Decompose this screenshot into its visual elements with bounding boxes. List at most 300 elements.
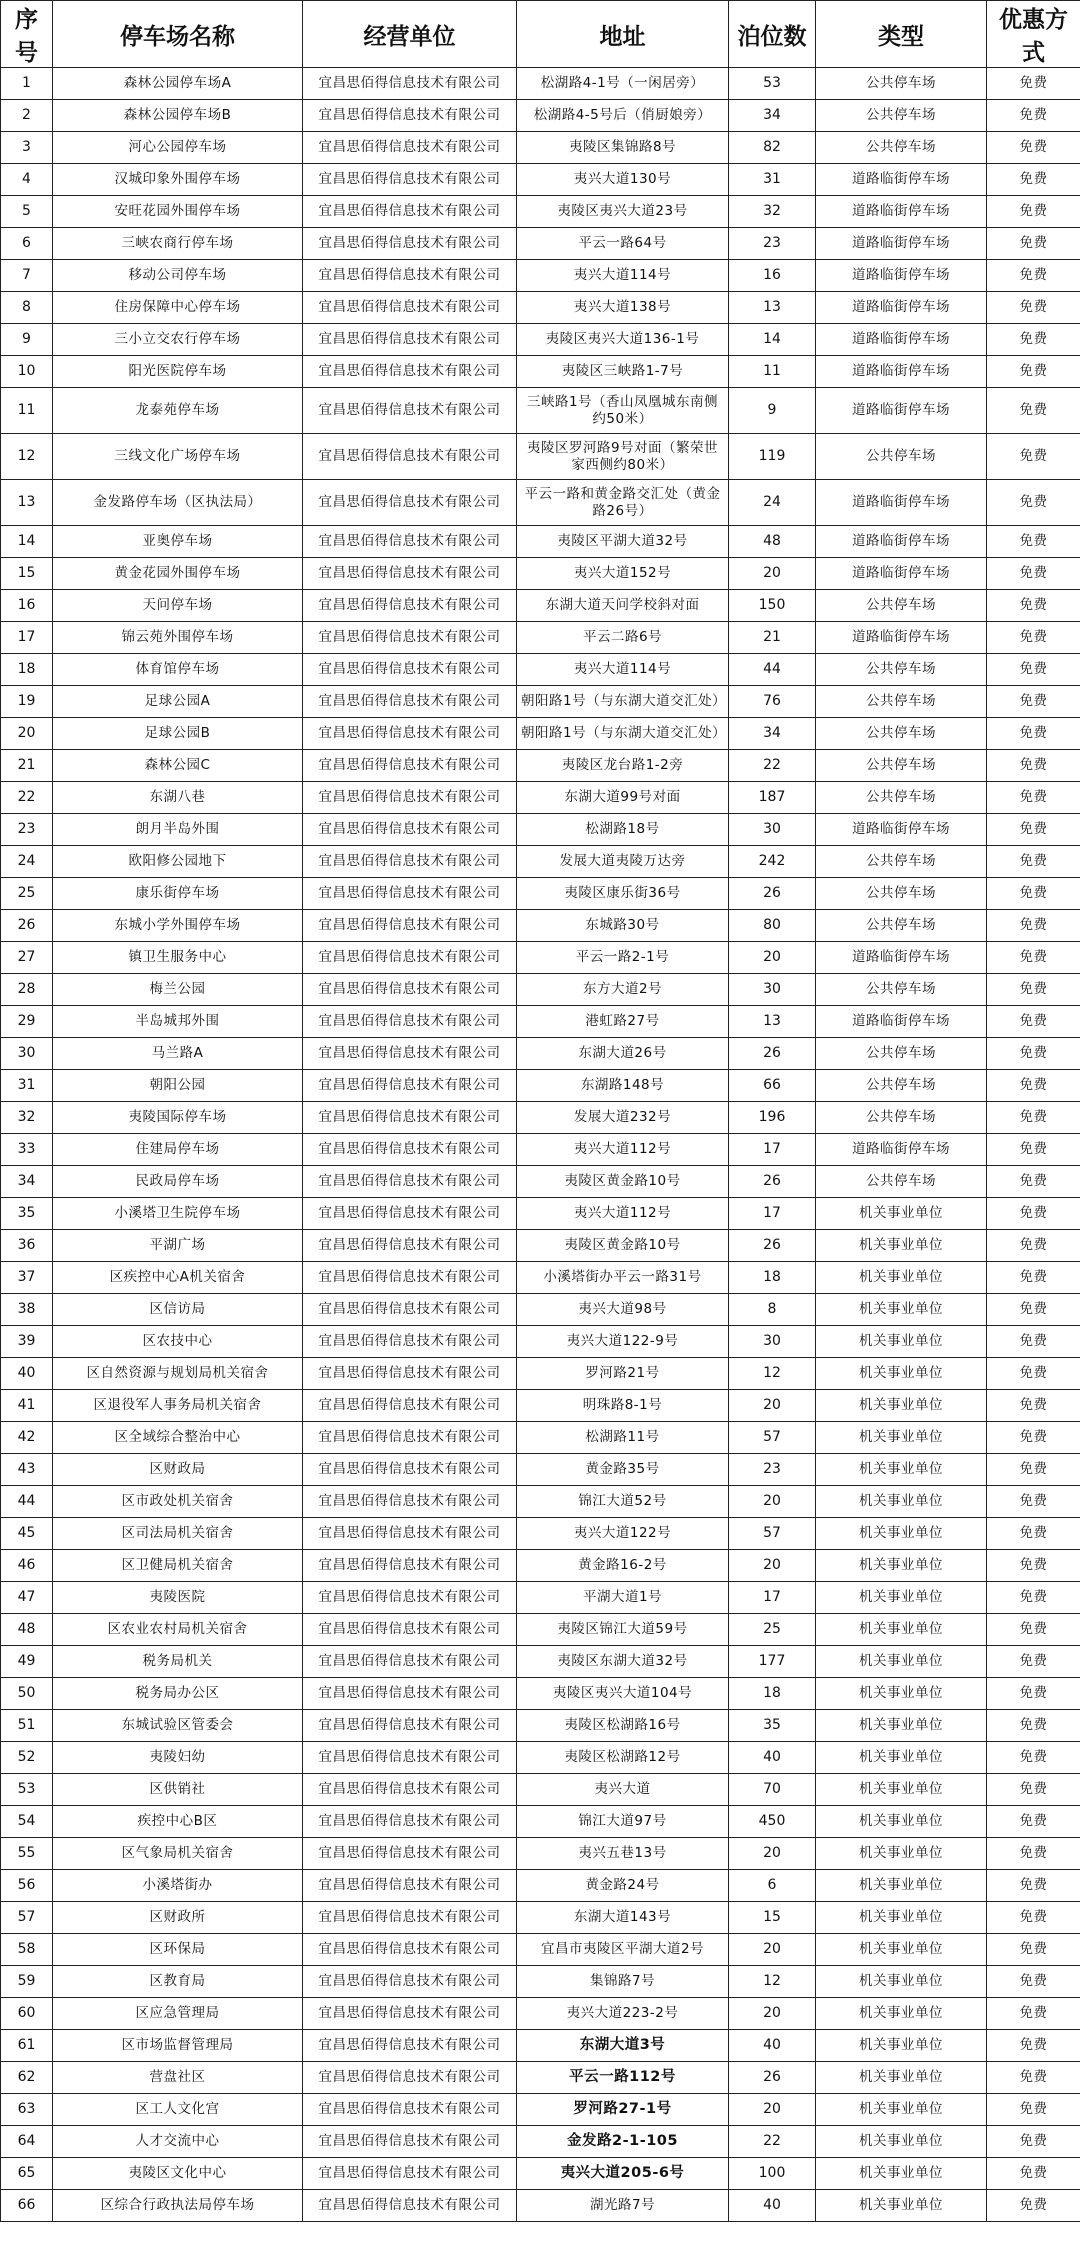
- table-row: [1, 1934, 1080, 1966]
- cell-address: 发展大道夷陵万达旁: [517, 846, 729, 878]
- cell-index: 12: [1, 434, 53, 480]
- table-row: [1, 750, 1080, 782]
- cell-spaces: 13: [729, 292, 816, 324]
- cell-spaces: 22: [729, 2126, 816, 2158]
- cell-parking-name: 区财政所: [53, 1902, 303, 1934]
- cell-discount: 免费: [987, 2030, 1080, 2062]
- cell-spaces: 26: [729, 878, 816, 910]
- cell-spaces: 20: [729, 1550, 816, 1582]
- table-row: [1, 526, 1080, 558]
- cell-operator: 宜昌思佰得信息技术有限公司: [303, 558, 517, 590]
- cell-operator: 宜昌思佰得信息技术有限公司: [303, 132, 517, 164]
- cell-operator: 宜昌思佰得信息技术有限公司: [303, 1198, 517, 1230]
- cell-operator: 宜昌思佰得信息技术有限公司: [303, 1294, 517, 1326]
- cell-operator: 宜昌思佰得信息技术有限公司: [303, 1134, 517, 1166]
- cell-parking-name: 夷陵医院: [53, 1582, 303, 1614]
- cell-type: 道路临街停车场: [816, 814, 987, 846]
- cell-discount: 免费: [987, 526, 1080, 558]
- cell-index: 3: [1, 132, 53, 164]
- cell-spaces: 17: [729, 1134, 816, 1166]
- cell-spaces: 22: [729, 750, 816, 782]
- cell-type: 机关事业单位: [816, 1582, 987, 1614]
- cell-discount: 免费: [987, 2158, 1080, 2190]
- cell-address: 东湖大道26号: [517, 1038, 729, 1070]
- cell-parking-name: 阳光医院停车场: [53, 356, 303, 388]
- cell-type: 机关事业单位: [816, 1550, 987, 1582]
- cell-operator: 宜昌思佰得信息技术有限公司: [303, 942, 517, 974]
- table-row: [1, 480, 1080, 526]
- cell-address: 宜昌市夷陵区平湖大道2号: [517, 1934, 729, 1966]
- cell-address: 平云一路和黄金路交汇处（黄金路26号）: [517, 480, 729, 526]
- cell-type: 道路临街停车场: [816, 260, 987, 292]
- cell-address: 集锦路7号: [517, 1966, 729, 1998]
- cell-spaces: 15: [729, 1902, 816, 1934]
- cell-index: 19: [1, 686, 53, 718]
- header-type: 类型: [816, 1, 987, 68]
- cell-discount: 免费: [987, 622, 1080, 654]
- header-index: 序号: [1, 1, 53, 68]
- cell-index: 17: [1, 622, 53, 654]
- cell-address: 夷兴大道122号: [517, 1518, 729, 1550]
- cell-discount: 免费: [987, 1486, 1080, 1518]
- cell-address: 夷兴大道114号: [517, 654, 729, 686]
- cell-address: 松湖路4-5号后（俏厨娘旁）: [517, 100, 729, 132]
- cell-type: 机关事业单位: [816, 1326, 987, 1358]
- cell-address: 发展大道232号: [517, 1102, 729, 1134]
- table-row: [1, 1166, 1080, 1198]
- cell-type: 机关事业单位: [816, 2158, 987, 2190]
- cell-type: 机关事业单位: [816, 1230, 987, 1262]
- cell-discount: 免费: [987, 260, 1080, 292]
- cell-address: 黄金路24号: [517, 1870, 729, 1902]
- table-row: [1, 2094, 1080, 2126]
- cell-operator: 宜昌思佰得信息技术有限公司: [303, 228, 517, 260]
- cell-parking-name: 税务局办公区: [53, 1678, 303, 1710]
- cell-spaces: 70: [729, 1774, 816, 1806]
- cell-index: 11: [1, 388, 53, 434]
- cell-parking-name: 朗月半岛外围: [53, 814, 303, 846]
- cell-index: 28: [1, 974, 53, 1006]
- cell-discount: 免费: [987, 1422, 1080, 1454]
- table-row: [1, 324, 1080, 356]
- cell-spaces: 20: [729, 2094, 816, 2126]
- cell-parking-name: 森林公园停车场B: [53, 100, 303, 132]
- cell-parking-name: 区市政处机关宿舍: [53, 1486, 303, 1518]
- cell-address: 夷兴大道138号: [517, 292, 729, 324]
- cell-operator: 宜昌思佰得信息技术有限公司: [303, 782, 517, 814]
- table-row: [1, 590, 1080, 622]
- cell-parking-name: 区市场监督管理局: [53, 2030, 303, 2062]
- table-row: [1, 1710, 1080, 1742]
- cell-type: 机关事业单位: [816, 1422, 987, 1454]
- cell-discount: 免费: [987, 1902, 1080, 1934]
- header-spaces: 泊位数: [729, 1, 816, 68]
- cell-spaces: 100: [729, 2158, 816, 2190]
- cell-type: 道路临街停车场: [816, 558, 987, 590]
- cell-discount: 免费: [987, 1358, 1080, 1390]
- table-row: [1, 846, 1080, 878]
- cell-operator: 宜昌思佰得信息技术有限公司: [303, 910, 517, 942]
- cell-index: 62: [1, 2062, 53, 2094]
- cell-discount: 免费: [987, 228, 1080, 260]
- cell-index: 43: [1, 1454, 53, 1486]
- cell-operator: 宜昌思佰得信息技术有限公司: [303, 1518, 517, 1550]
- table-row: [1, 388, 1080, 434]
- cell-spaces: 82: [729, 132, 816, 164]
- cell-operator: 宜昌思佰得信息技术有限公司: [303, 1390, 517, 1422]
- header-discount: 优惠方式: [987, 1, 1080, 68]
- table-row: [1, 1902, 1080, 1934]
- cell-parking-name: 小溪塔街办: [53, 1870, 303, 1902]
- cell-parking-name: 森林公园停车场A: [53, 68, 303, 100]
- cell-spaces: 44: [729, 654, 816, 686]
- cell-address: 东湖大道143号: [517, 1902, 729, 1934]
- cell-operator: 宜昌思佰得信息技术有限公司: [303, 2094, 517, 2126]
- cell-spaces: 40: [729, 2030, 816, 2062]
- cell-address: 湖光路7号: [517, 2190, 729, 2222]
- cell-type: 道路临街停车场: [816, 196, 987, 228]
- cell-type: 机关事业单位: [816, 1710, 987, 1742]
- table-body: [1, 68, 1080, 2222]
- cell-spaces: 23: [729, 228, 816, 260]
- cell-index: 50: [1, 1678, 53, 1710]
- cell-discount: 免费: [987, 1102, 1080, 1134]
- cell-discount: 免费: [987, 878, 1080, 910]
- cell-operator: 宜昌思佰得信息技术有限公司: [303, 1710, 517, 1742]
- cell-parking-name: 人才交流中心: [53, 2126, 303, 2158]
- cell-operator: 宜昌思佰得信息技术有限公司: [303, 1038, 517, 1070]
- cell-type: 公共停车场: [816, 1166, 987, 1198]
- cell-address: 夷陵区东湖大道32号: [517, 1646, 729, 1678]
- cell-index: 30: [1, 1038, 53, 1070]
- table-row: [1, 2030, 1080, 2062]
- table-row: [1, 1774, 1080, 1806]
- table-row: [1, 1326, 1080, 1358]
- cell-spaces: 14: [729, 324, 816, 356]
- cell-type: 公共停车场: [816, 718, 987, 750]
- cell-operator: 宜昌思佰得信息技术有限公司: [303, 1006, 517, 1038]
- cell-parking-name: 住建局停车场: [53, 1134, 303, 1166]
- table-row: [1, 1006, 1080, 1038]
- cell-parking-name: 森林公园C: [53, 750, 303, 782]
- cell-address: 夷兴大道112号: [517, 1134, 729, 1166]
- cell-address: 东湖大道天问学校斜对面: [517, 590, 729, 622]
- cell-type: 公共停车场: [816, 590, 987, 622]
- cell-type: 公共停车场: [816, 1038, 987, 1070]
- cell-discount: 免费: [987, 1230, 1080, 1262]
- cell-discount: 免费: [987, 1326, 1080, 1358]
- cell-discount: 免费: [987, 2062, 1080, 2094]
- cell-parking-name: 三小立交农行停车场: [53, 324, 303, 356]
- cell-index: 46: [1, 1550, 53, 1582]
- table-row: [1, 1678, 1080, 1710]
- cell-discount: 免费: [987, 1294, 1080, 1326]
- cell-type: 道路临街停车场: [816, 622, 987, 654]
- cell-discount: 免费: [987, 1966, 1080, 1998]
- cell-type: 道路临街停车场: [816, 292, 987, 324]
- cell-spaces: 34: [729, 718, 816, 750]
- cell-address: 夷兴大道152号: [517, 558, 729, 590]
- cell-address: 平湖大道1号: [517, 1582, 729, 1614]
- table-row: [1, 164, 1080, 196]
- cell-operator: 宜昌思佰得信息技术有限公司: [303, 526, 517, 558]
- cell-address: 平云一路64号: [517, 228, 729, 260]
- cell-parking-name: 区农技中心: [53, 1326, 303, 1358]
- table-row: [1, 1646, 1080, 1678]
- cell-type: 机关事业单位: [816, 1390, 987, 1422]
- cell-spaces: 187: [729, 782, 816, 814]
- cell-spaces: 76: [729, 686, 816, 718]
- cell-discount: 免费: [987, 686, 1080, 718]
- cell-discount: 免费: [987, 132, 1080, 164]
- cell-index: 16: [1, 590, 53, 622]
- cell-type: 道路临街停车场: [816, 164, 987, 196]
- cell-type: 机关事业单位: [816, 1678, 987, 1710]
- table-row: [1, 974, 1080, 1006]
- cell-parking-name: 体育馆停车场: [53, 654, 303, 686]
- cell-spaces: 80: [729, 910, 816, 942]
- cell-discount: 免费: [987, 558, 1080, 590]
- cell-discount: 免费: [987, 68, 1080, 100]
- cell-parking-name: 朝阳公园: [53, 1070, 303, 1102]
- cell-type: 机关事业单位: [816, 1934, 987, 1966]
- cell-discount: 免费: [987, 1006, 1080, 1038]
- table-row: [1, 1198, 1080, 1230]
- cell-operator: 宜昌思佰得信息技术有限公司: [303, 356, 517, 388]
- cell-operator: 宜昌思佰得信息技术有限公司: [303, 1070, 517, 1102]
- cell-address: 夷陵区三峡路1-7号: [517, 356, 729, 388]
- cell-index: 55: [1, 1838, 53, 1870]
- cell-index: 64: [1, 2126, 53, 2158]
- cell-index: 48: [1, 1614, 53, 1646]
- table-row: [1, 2190, 1080, 2222]
- cell-parking-name: 住房保障中心停车场: [53, 292, 303, 324]
- cell-type: 机关事业单位: [816, 1870, 987, 1902]
- cell-operator: 宜昌思佰得信息技术有限公司: [303, 590, 517, 622]
- cell-index: 60: [1, 1998, 53, 2030]
- cell-address: 平云一路112号: [517, 2062, 729, 2094]
- table-row: [1, 1966, 1080, 1998]
- table-row: [1, 1102, 1080, 1134]
- cell-index: 44: [1, 1486, 53, 1518]
- cell-index: 5: [1, 196, 53, 228]
- table-row: [1, 558, 1080, 590]
- cell-operator: 宜昌思佰得信息技术有限公司: [303, 196, 517, 228]
- table-row: [1, 1230, 1080, 1262]
- cell-discount: 免费: [987, 1038, 1080, 1070]
- cell-address: 锦江大道52号: [517, 1486, 729, 1518]
- table-row: [1, 1390, 1080, 1422]
- table-row: [1, 356, 1080, 388]
- cell-discount: 免费: [987, 1838, 1080, 1870]
- cell-type: 机关事业单位: [816, 1998, 987, 2030]
- cell-parking-name: 区综合行政执法局停车场: [53, 2190, 303, 2222]
- cell-parking-name: 康乐街停车场: [53, 878, 303, 910]
- cell-type: 机关事业单位: [816, 1518, 987, 1550]
- cell-spaces: 450: [729, 1806, 816, 1838]
- cell-type: 公共停车场: [816, 686, 987, 718]
- cell-index: 27: [1, 942, 53, 974]
- cell-parking-name: 锦云苑外围停车场: [53, 622, 303, 654]
- cell-spaces: 13: [729, 1006, 816, 1038]
- cell-operator: 宜昌思佰得信息技术有限公司: [303, 1966, 517, 1998]
- cell-discount: 免费: [987, 1870, 1080, 1902]
- cell-address: 黄金路16-2号: [517, 1550, 729, 1582]
- table-row: [1, 718, 1080, 750]
- cell-address: 东方大道2号: [517, 974, 729, 1006]
- table-row: [1, 100, 1080, 132]
- cell-parking-name: 马兰路A: [53, 1038, 303, 1070]
- cell-parking-name: 区财政局: [53, 1454, 303, 1486]
- header-row: [1, 1, 1080, 68]
- cell-address: 夷陵区黄金路10号: [517, 1230, 729, 1262]
- cell-parking-name: 区供销社: [53, 1774, 303, 1806]
- cell-discount: 免费: [987, 782, 1080, 814]
- header-name: 停车场名称: [53, 1, 303, 68]
- cell-discount: 免费: [987, 974, 1080, 1006]
- cell-spaces: 242: [729, 846, 816, 878]
- cell-address: 夷陵区松湖路16号: [517, 1710, 729, 1742]
- table-row: [1, 434, 1080, 480]
- cell-spaces: 26: [729, 2062, 816, 2094]
- cell-operator: 宜昌思佰得信息技术有限公司: [303, 292, 517, 324]
- cell-index: 40: [1, 1358, 53, 1390]
- cell-type: 机关事业单位: [816, 2126, 987, 2158]
- cell-parking-name: 三线文化广场停车场: [53, 434, 303, 480]
- cell-index: 31: [1, 1070, 53, 1102]
- cell-address: 罗河路21号: [517, 1358, 729, 1390]
- cell-parking-name: 区司法局机关宿舍: [53, 1518, 303, 1550]
- cell-spaces: 20: [729, 1998, 816, 2030]
- cell-parking-name: 区退役军人事务局机关宿舍: [53, 1390, 303, 1422]
- cell-index: 23: [1, 814, 53, 846]
- cell-parking-name: 区信访局: [53, 1294, 303, 1326]
- cell-type: 公共停车场: [816, 1070, 987, 1102]
- cell-address: 夷兴大道112号: [517, 1198, 729, 1230]
- cell-operator: 宜昌思佰得信息技术有限公司: [303, 718, 517, 750]
- cell-discount: 免费: [987, 1934, 1080, 1966]
- cell-operator: 宜昌思佰得信息技术有限公司: [303, 1838, 517, 1870]
- cell-index: 13: [1, 480, 53, 526]
- cell-spaces: 20: [729, 558, 816, 590]
- cell-discount: 免费: [987, 750, 1080, 782]
- cell-address: 松湖路18号: [517, 814, 729, 846]
- header-address: 地址: [517, 1, 729, 68]
- cell-discount: 免费: [987, 292, 1080, 324]
- cell-spaces: 53: [729, 68, 816, 100]
- cell-parking-name: 镇卫生服务中心: [53, 942, 303, 974]
- cell-discount: 免费: [987, 100, 1080, 132]
- cell-address: 平云一路2-1号: [517, 942, 729, 974]
- cell-address: 朝阳路1号（与东湖大道交汇处）: [517, 686, 729, 718]
- cell-parking-name: 金发路停车场（区执法局）: [53, 480, 303, 526]
- cell-discount: 免费: [987, 1134, 1080, 1166]
- cell-discount: 免费: [987, 654, 1080, 686]
- cell-index: 35: [1, 1198, 53, 1230]
- cell-operator: 宜昌思佰得信息技术有限公司: [303, 1166, 517, 1198]
- cell-address: 夷陵区夷兴大道23号: [517, 196, 729, 228]
- cell-type: 机关事业单位: [816, 1486, 987, 1518]
- cell-index: 39: [1, 1326, 53, 1358]
- cell-address: 东湖大道3号: [517, 2030, 729, 2062]
- cell-parking-name: 区环保局: [53, 1934, 303, 1966]
- table-row: [1, 292, 1080, 324]
- cell-index: 65: [1, 2158, 53, 2190]
- cell-discount: 免费: [987, 846, 1080, 878]
- table-row: [1, 622, 1080, 654]
- cell-index: 10: [1, 356, 53, 388]
- cell-spaces: 12: [729, 1358, 816, 1390]
- cell-operator: 宜昌思佰得信息技术有限公司: [303, 974, 517, 1006]
- cell-address: 夷陵区罗河路9号对面（繁荣世家西侧约80米）: [517, 434, 729, 480]
- cell-address: 夷陵区龙台路1-2旁: [517, 750, 729, 782]
- cell-operator: 宜昌思佰得信息技术有限公司: [303, 2190, 517, 2222]
- cell-operator: 宜昌思佰得信息技术有限公司: [303, 1934, 517, 1966]
- cell-index: 22: [1, 782, 53, 814]
- cell-discount: 免费: [987, 1582, 1080, 1614]
- cell-operator: 宜昌思佰得信息技术有限公司: [303, 2030, 517, 2062]
- cell-spaces: 57: [729, 1422, 816, 1454]
- cell-address: 夷兴大道: [517, 1774, 729, 1806]
- cell-operator: 宜昌思佰得信息技术有限公司: [303, 846, 517, 878]
- cell-index: 36: [1, 1230, 53, 1262]
- cell-spaces: 26: [729, 1166, 816, 1198]
- cell-discount: 免费: [987, 1518, 1080, 1550]
- cell-index: 63: [1, 2094, 53, 2126]
- cell-operator: 宜昌思佰得信息技术有限公司: [303, 1678, 517, 1710]
- cell-parking-name: 三峡农商行停车场: [53, 228, 303, 260]
- table-row: [1, 1070, 1080, 1102]
- cell-discount: 免费: [987, 1998, 1080, 2030]
- cell-discount: 免费: [987, 1166, 1080, 1198]
- cell-address: 小溪塔街办平云一路31号: [517, 1262, 729, 1294]
- cell-parking-name: 东湖八巷: [53, 782, 303, 814]
- cell-address: 夷兴大道130号: [517, 164, 729, 196]
- cell-index: 61: [1, 2030, 53, 2062]
- table-row: [1, 1486, 1080, 1518]
- cell-address: 三峡路1号（香山凤凰城东南侧约50米）: [517, 388, 729, 434]
- cell-type: 公共停车场: [816, 846, 987, 878]
- cell-operator: 宜昌思佰得信息技术有限公司: [303, 1614, 517, 1646]
- cell-discount: 免费: [987, 1070, 1080, 1102]
- cell-type: 道路临街停车场: [816, 388, 987, 434]
- cell-type: 道路临街停车场: [816, 228, 987, 260]
- cell-parking-name: 东城小学外围停车场: [53, 910, 303, 942]
- cell-parking-name: 区农业农村局机关宿舍: [53, 1614, 303, 1646]
- cell-discount: 免费: [987, 1390, 1080, 1422]
- cell-spaces: 17: [729, 1582, 816, 1614]
- cell-parking-name: 东城试验区管委会: [53, 1710, 303, 1742]
- cell-address: 东城路30号: [517, 910, 729, 942]
- cell-spaces: 196: [729, 1102, 816, 1134]
- cell-type: 机关事业单位: [816, 1454, 987, 1486]
- cell-parking-name: 足球公园A: [53, 686, 303, 718]
- cell-spaces: 12: [729, 1966, 816, 1998]
- cell-spaces: 16: [729, 260, 816, 292]
- cell-address: 夷兴五巷13号: [517, 1838, 729, 1870]
- table-row: [1, 686, 1080, 718]
- cell-address: 夷陵区锦江大道59号: [517, 1614, 729, 1646]
- cell-index: 1: [1, 68, 53, 100]
- cell-operator: 宜昌思佰得信息技术有限公司: [303, 1582, 517, 1614]
- cell-operator: 宜昌思佰得信息技术有限公司: [303, 164, 517, 196]
- cell-index: 47: [1, 1582, 53, 1614]
- cell-index: 57: [1, 1902, 53, 1934]
- cell-type: 道路临街停车场: [816, 480, 987, 526]
- cell-address: 夷兴大道223-2号: [517, 1998, 729, 2030]
- cell-spaces: 177: [729, 1646, 816, 1678]
- cell-parking-name: 税务局机关: [53, 1646, 303, 1678]
